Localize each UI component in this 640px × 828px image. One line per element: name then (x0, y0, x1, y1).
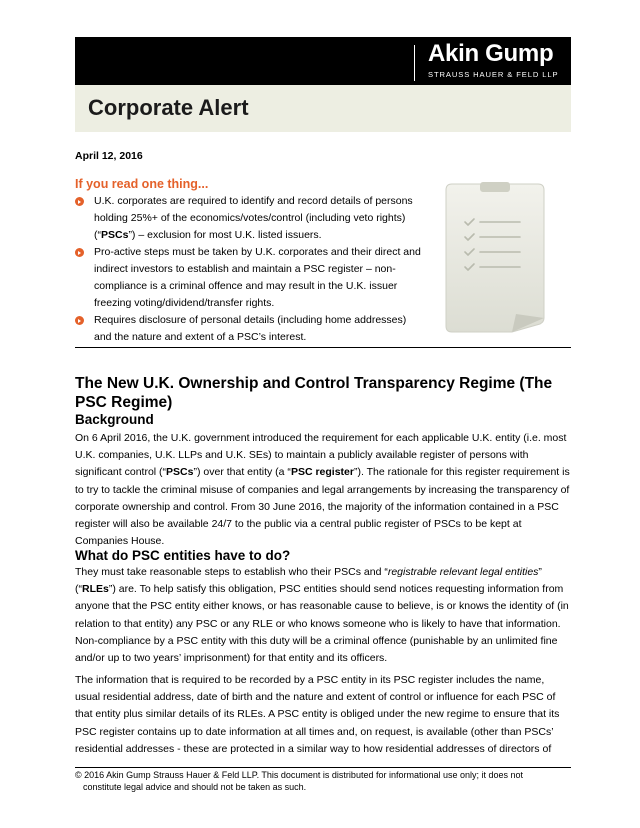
bullet-arrow-icon (75, 316, 84, 325)
summary-bullet: U.K. corporates are required to identify and record details of persons holding 25%+ of the economics/votes/control (including veto rights) (“PSCs”) – exclusion for most U.K. listed issuers. (75, 193, 425, 244)
page-title: Corporate Alert (88, 95, 249, 120)
background-paragraph: On 6 April 2016, the U.K. government introduced the requirement for each applicable U.K. entity (i.e. most U.K. companies, U.K. LLPs and U.K. SEs) to maintain a publicly available register of persons with significant control (“PSCs”) over that entity (a “PSC register”). The rationale for this register requirement is to try to tackle the criminal misuse of companies and legal arrangements by increasing the transparency of corporate ownership and control. From 30 June 2016, the majority of the information contained in a PSC register will also be available 24/7 to the public via a central public register of PSCs to be kept at Companies House. (75, 432, 570, 548)
footer-disclaimer: © 2016 Akin Gump Strauss Hauer & Feld LLP. This document is distributed for informational use only; it does not constitute legal advice and should not be taken as such. (75, 770, 524, 792)
bullet-arrow-icon (75, 197, 84, 206)
publication-date: April 12, 2016 (75, 150, 143, 162)
article-title: The New U.K. Ownership and Control Transparency Regime (The PSC Regime) (75, 375, 553, 411)
logo-subtitle: STRAUSS HAUER & FELD LLP (428, 70, 559, 79)
bullet-arrow-icon (75, 248, 84, 257)
summary-bullet: Requires disclosure of personal details (including home addresses) and the nature and extent of a PSC’s interest. (75, 312, 425, 346)
info-paragraph: The information that is required to be recorded by a PSC entity in its PSC register includes the name, usual residential address, date of birth and the nature and extent of control or influence for each PSC of that entity plus similar details of its RLEs. A PSC entity is obliged under the new regime to ensure that its PSC register contains up to date information at all times and, on request, is available (other than PSCs’ residential addresses - these are protected in a similar way to how residential addresses of directors of (75, 674, 560, 755)
todo-heading: What do PSC entities have to do? (75, 548, 291, 563)
header-divider (414, 45, 415, 81)
section-divider (75, 347, 571, 348)
summary-bullets (75, 193, 425, 346)
background-heading: Background (75, 412, 154, 427)
logo-name: Akin Gump (428, 40, 554, 67)
todo-paragraph: They must take reasonable steps to establish who their PSCs and “registrable relevant legal entities” (“RLEs”) are. To help satisfy this obligation, PSC entities should send notices requesting information from anyone that the PSC entity either knows, or has reasonable cause to believe, is or knows the identity of (in relation to that entity) any PSC or any RLE or who knows someone who is likely to have that information. Non-compliance by a PSC entity with this duty will be a criminal offence (punishable by an unlimited fine and/or up to two years’ imprisonment) for that entity and its officers. (75, 566, 569, 665)
footer-divider (75, 767, 571, 768)
clipboard-checklist-icon (440, 182, 550, 334)
summary-lead: If you read one thing... (75, 177, 209, 191)
summary-bullet: Pro-active steps must be taken by U.K. corporates and their direct and indirect investors to establish and maintain a PSC register – non-compliance is a criminal offence and may result in the U.K. issuer freezing voting/dividend/transfer rights. (75, 244, 425, 312)
